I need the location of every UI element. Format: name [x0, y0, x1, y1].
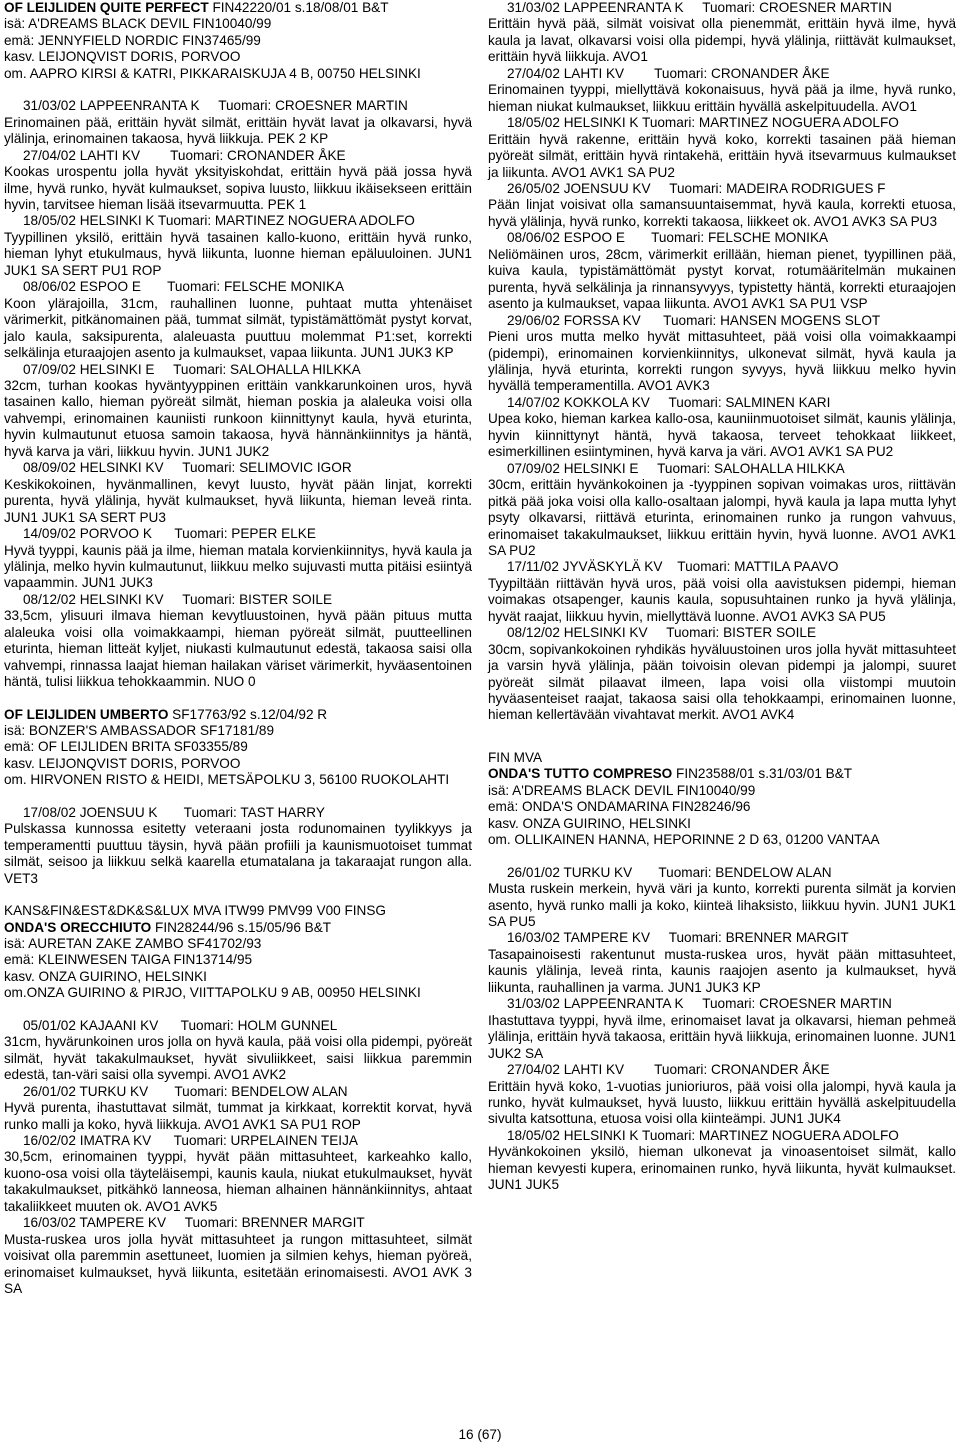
show-critique: 32cm, turhan kookas hyväntyyppinen erittäin vankkarunkoinen uros, hyvä tasainen kallo, hieman pyöreät silmät, hieman poskia ja alaleuka voisi olla vahvempi, erinomainen kauniisti runkoon kiinnittynyt kaula, hyvä eturinta, hyvin kulmautunut etuosa samoin takaosa, hyvä hännänkiinnitys ja häntä, hyvä karva ja väri, liikkuu hyvin. JUN1 JUK2: [4, 377, 472, 459]
show-entry: [488, 66, 956, 115]
dam-line: emä: OF LEIJLIDEN BRITA SF03355/89: [4, 739, 248, 755]
show-heading: 08/06/02 ESPOO E Tuomari: FELSCHE MONIKA: [507, 230, 829, 246]
show-entry: [488, 1128, 956, 1194]
show-critique: 30,5cm, erinomainen tyyppi, hyvät pään mittasuhteet, karkeahko kallo, kuono-osa voisi olla täyteläisempi, kaunis kaula, niukat etukulmaukset, hyvät takakulmaukset, pitkähkö lanneosa, hieman alhainen hännänkiinnitys, ahtaat takaliikkeet muuten ok. AVO1 AVK5: [4, 1149, 472, 1214]
show-heading: 08/12/02 HELSINKI KV Tuomari: BISTER SOILE: [23, 591, 333, 607]
dog-title: [4, 707, 472, 723]
show-critique: Neliömäinen uros, 28cm, värimerkit erillään, hieman pienet, tyypillinen pää, kuiva kaula, typistämättömät pystyt korvat, rotumääritelmän mukainen purenta, hyvä selkälinja ja rinnansyvyys, typistetty häntä, korrekti eturaajojen asento ja kulmaukset, vapaa liikunta. AVO1 AVK1 SA PU1 VSP: [488, 246, 956, 312]
show-heading: 31/03/02 LAPPEENRANTA K Tuomari: CROESNER MARTIN: [507, 0, 892, 15]
class-line: FIN MVA: [488, 749, 543, 765]
show-critique: Erinomainen tyyppi, miellyttävä kokonaisuus, hyvä pää ja ilme, hyvä runko, hieman niukat kulmaukset, liikkuu erittäin hyvällä askelpituudella. AVO1: [488, 82, 956, 114]
dog-entry-umberto: [4, 707, 472, 888]
show-critique: Erittäin hyvä pää, silmät voisivat olla pienemmät, erittäin hyvä ilme, hyvä kaula ja lavat, olkavarsi voisi olla pidempi, hyvä ylälinja, riittävät kulmaukset, erittäin hyvä liikkuja. AVO1: [488, 16, 956, 65]
show-entry: [4, 98, 472, 147]
show-critique: Tyypiltään riittävän hyvä uros, pää voisi olla aavistuksen pidempi, hieman voimakas otsapenger, kaunis kaula, sopusuhtainen runko ja hyvä ylälinja, hyvät raajat, liikkuu hyvin, miellyttävä luonne. AVO1 AVK3 SA PU5: [488, 575, 956, 624]
right-column: [488, 0, 956, 1194]
show-critique: Kookas urospentu jolla hyvät yksityiskohdat, erittäin hyvä pää jossa hyvä ilme, hyvä runko, hyvät kulmaukset, sopiva luusto, liikkuu ikäisekseen erittäin hyvin, tarvitsee hieman lisää itsevarmuutta. PEK 1: [4, 164, 472, 212]
show-entry: [4, 1018, 472, 1084]
show-critique: Pulskassa kunnossa esitetty veteraani josta rodunomainen tyylikkyys ja temperamentti puuttuu täysin, hyvä pään profiili ja kaunismuotoiset tummat silmät, seisoo ja liikkuu selkä kaarella etumatalana ja takaraajat rungon alla. VET3: [4, 821, 472, 886]
show-entry: [4, 362, 472, 461]
show-heading: 26/01/02 TURKU KV Tuomari: BENDELOW ALAN: [507, 864, 832, 880]
show-entry: [4, 805, 472, 887]
left-column: [4, 0, 472, 1298]
show-entry: [488, 930, 956, 996]
dog-title: [488, 766, 956, 782]
show-critique: Pään linjat voisivat olla samansuuntaisemmat, hyvä kaula, korrekti etuosa, hyvä ylälinja, hyvä runko, korrekti takaosa, liikkeet ok. AVO1 AVK3 SA PU3: [488, 197, 956, 229]
show-heading: 17/08/02 JOENSUU K Tuomari: TAST HARRY: [23, 804, 325, 820]
show-heading: 18/05/02 HELSINKI K Tuomari: MARTINEZ NOGUERA ADOLFO: [507, 1127, 899, 1143]
show-heading: 18/05/02 HELSINKI K Tuomari: MARTINEZ NOGUERA ADOLFO: [23, 213, 415, 229]
breeder-line: kasv. ONZA GUIRINO, HELSINKI: [488, 815, 691, 831]
show-heading: 14/09/02 PORVOO K Tuomari: PEPER ELKE: [23, 526, 316, 542]
show-heading: 05/01/02 KAJAANI KV Tuomari: HOLM GUNNEL: [23, 1017, 338, 1033]
show-entry: [488, 0, 956, 66]
show-heading: 08/12/02 HELSINKI KV Tuomari: BISTER SOILE: [507, 625, 817, 641]
show-heading: 27/04/02 LAHTI KV Tuomari: CRONANDER ÅKE: [507, 65, 830, 81]
dam-line: emä: ONDA'S ONDAMARINA FIN28246/96: [488, 799, 751, 815]
show-critique: Ihastuttava tyyppi, hyvä ilme, erinomaiset lavat ja olkavarsi, hieman pehmeä ylälinja, erittäin hyvä takaosa, erittäin hyvä liikkuja, erinomainen luonne. JUN1 JUK2 SA: [488, 1012, 956, 1061]
show-heading: 26/01/02 TURKU KV Tuomari: BENDELOW ALAN: [23, 1083, 348, 1099]
show-heading: 26/05/02 JOENSUU KV Tuomari: MADEIRA RODRIGUES F: [507, 180, 886, 196]
show-entry: [4, 279, 472, 361]
show-critique: Musta-ruskea uros jolla hyvät mittasuhteet ja rungon mittasuhteet, silmät voisivat olla paremmin asettuneet, luomien ja silmien kehys, hieman pyöreä, erinomaiset kulmaukset, hyvä liikunta, esitetään erinomaisesti. AVO1 AVK 3 SA: [4, 1231, 472, 1297]
show-entry: [4, 213, 472, 279]
show-heading: 16/02/02 IMATRA KV Tuomari: URPELAINEN TEIJA: [23, 1133, 358, 1148]
show-entry: [488, 625, 956, 724]
show-entry: [488, 996, 956, 1062]
owner-line: om. OLLIKAINEN HANNA, HEPORINNE 2 D 63, 01200 VANTAA: [488, 832, 880, 848]
dog-name: OF LEIJLIDEN QUITE PERFECT: [4, 0, 209, 15]
dog-reg: FIN28244/96 s.15/05/96 B&T: [151, 919, 332, 935]
owner-line: om.ONZA GUIRINO & PIRJO, VIITTAPOLKU 9 AB, 00950 HELSINKI: [4, 985, 421, 1001]
dog-entry-orecchiuto-continued: [488, 0, 956, 724]
show-entry: [488, 230, 956, 312]
show-critique: Hyvä tyyppi, kaunis pää ja ilme, hieman matala korvienkiinnitys, hyvä kaula ja ylälinja, melko hyvin kulmautunut, liikkuu melko sujuvasti mutta pitäisi esiintyä vapaammin. JUN1 JUK3: [4, 542, 472, 591]
dog-name: OF LEIJLIDEN UMBERTO: [4, 706, 169, 722]
show-critique: Tasapainoisesti rakentunut musta-ruskea uros, hyvät pään mittasuhteet, kaunis ylälinja, leveä rinta, kaunis raajojen asento ja kulmaukset, hyvä liikunta, rauhallinen ja varma. JUN1 JUK3 KP: [488, 946, 956, 995]
sire-line: isä: AURETAN ZAKE ZAMBO SF41702/93: [4, 936, 262, 952]
show-critique: Upea koko, hieman karkea kallo-osa, kauniinmuotoiset silmät, kaunis ylälinja, hyvin kiinnittynyt häntä, hyvä takaosa, terveet tehokkaat liikkeet, esimerkillinen esiintyminen, hyvä karva ja väri. AVO1 AVK1 SA PU2: [488, 411, 956, 460]
breeder-line: kasv. LEIJONQVIST DORIS, PORVOO: [4, 755, 241, 771]
show-heading: 08/09/02 HELSINKI KV Tuomari: SELIMOVIC IGOR: [23, 460, 352, 476]
dam-line: emä: JENNYFIELD NORDIC FIN37465/99: [4, 32, 261, 48]
show-critique: Keskikokoinen, hyvänmallinen, kevyt luusto, hyvät pään linjat, korrekti purenta, hyvä ylälinja, hyvät kulmaukset, hyvä liikunta, hieman leveä rinta. JUN1 JUK1 SA SERT PU3: [4, 476, 472, 525]
show-heading: 08/06/02 ESPOO E Tuomari: FELSCHE MONIKA: [23, 279, 345, 295]
page-number: 16 (67): [458, 1427, 502, 1442]
dog-title: [4, 920, 472, 936]
show-critique: Musta ruskein merkein, hyvä väri ja kunto, korrekti purenta silmät ja korvien asento, hyvä runko malli ja koko, kiinteä lihaksisto, liikkuu hyvin. JUN1 JUK1 SA PU5: [488, 881, 956, 930]
dog-reg: FIN23588/01 s.31/03/01 B&T: [672, 766, 853, 782]
show-entry: [4, 592, 472, 691]
show-heading: 29/06/02 FORSSA KV Tuomari: HANSEN MOGENS SLOT: [507, 312, 881, 328]
show-heading: 17/11/02 JYVÄSKYLÄ KV Tuomari: MATTILA PAAVO: [507, 559, 839, 575]
show-heading: 27/04/02 LAHTI KV Tuomari: CRONANDER ÅKE: [507, 1062, 830, 1078]
show-entry: [488, 115, 956, 181]
show-critique: Hyvänkokoinen yksilö, hieman ulkonevat ja vinoasentoiset silmät, kallo hieman kevyesti kupera, erinomainen runko, hyvä liikunta, hyvät kulmaukset. JUN1 JUK5: [488, 1144, 956, 1193]
owner-line: om. AAPRO KIRSI & KATRI, PIKKARAISKUJA 4 B, 00750 HELSINKI: [4, 65, 421, 81]
class-line: KANS&FIN&EST&DK&S&LUX MVA ITW99 PMV99 V00 FINSG: [4, 903, 386, 919]
dog-entry-quite-perfect: [4, 0, 472, 691]
show-critique: Tyypillinen yksilö, erittäin hyvä tasainen kallo-kuono, erittäin hyvä runko, hieman lyhyt etukulmaus, hyvä liikunta, luonne hieman epäluuloinen. JUN1 JUK1 SA SERT PU1 ROP: [4, 229, 472, 278]
show-critique: Hyvä purenta, ihastuttavat silmät, tummat ja kirkkaat, korrektit korvat, hyvä runko malli ja koko, hyvä liikkuja. AVO1 AVK1 SA PU1 ROP: [4, 1100, 472, 1132]
show-heading: 16/03/02 TAMPERE KV Tuomari: BRENNER MARGIT: [507, 930, 849, 946]
show-critique: 33,5cm, ylisuuri ilmava hieman kevytluustoinen, hyvä pään pituus mutta alaleuka voisi olla voimakkaampi, hieman pyöreät silmät, puutteellinen eturinta, hieman litteät kyljet, niukasti kulmautunut edestä, takaosa saisi olla vahvempi, rinnassa laajat hieman hailakan väriset värimerkit, hyväasentoinen häntä, tulisi liikkua tehokkaammin. NUO 0: [4, 608, 472, 690]
show-entry: [4, 526, 472, 592]
show-critique: Koon ylärajoilla, 31cm, rauhallinen luonne, puhtaat mutta yhtenäiset värimerkit, pitkänomainen pää, tummat silmät, typistämättömät pystyt korvat, jalo kaula, saksipurenta, alaleuasta puuttuu molemmat P1:set, korrekti selkälinja eturaajojen asento ja kulmaukset, vapaa liikunta. JUN1 JUK3 KP: [4, 295, 472, 361]
breeder-line: kasv. ONZA GUIRINO, HELSINKI: [4, 968, 207, 984]
show-critique: Erinomainen pää, erittäin hyvät silmät, erittäin hyvät lavat ja olkavarsi, hyvä ylälinja, erinomainen takaosa, hyvä liikkuja. PEK 2 KP: [4, 114, 472, 147]
show-heading: 07/09/02 HELSINKI E Tuomari: SALOHALLA HILKKA: [507, 460, 845, 476]
sire-line: isä: A'DREAMS BLACK DEVIL FIN10040/99: [4, 16, 272, 32]
dog-name: ONDA'S ORECCHIUTO: [4, 919, 152, 935]
dog-entry-tutto-compreso: [488, 750, 956, 1194]
show-entry: [488, 395, 956, 461]
show-entry: [488, 1062, 956, 1128]
show-entry: [488, 865, 956, 931]
show-entry: [488, 181, 956, 230]
dog-title: [4, 0, 472, 16]
show-heading: 31/03/02 LAPPEENRANTA K Tuomari: CROESNER MARTIN: [23, 98, 408, 114]
dog-reg: SF17763/92 s.12/04/92 R: [168, 706, 328, 722]
show-entry: [4, 148, 472, 214]
show-critique: 30cm, erittäin hyvänkokoinen ja -tyyppinen sopivan voimakas uros, riittävän pitkä pää joka voisi olla kallo-osaltaan jalompi, hyvä kaula ja lapa mutta lyhyt psyty olkavarsi, riittävä eturinta, erinomainen runko ja rungon vahvuus, erinomaiset takakulmaukset, liikkuu erittäin hyvin, hyvä luonne. AVO1 AVK1 SA PU2: [488, 477, 956, 558]
show-entry: [4, 1084, 472, 1133]
show-entry: [4, 1215, 472, 1297]
show-heading: 18/05/02 HELSINKI K Tuomari: MARTINEZ NOGUERA ADOLFO: [507, 115, 899, 131]
show-heading: 16/03/02 TAMPERE KV Tuomari: BRENNER MARGIT: [23, 1215, 365, 1231]
show-entry: [4, 1133, 472, 1215]
show-critique: Pieni uros mutta melko hyvät mittasuhteet, pää voisi olla voimakkaampi (pidempi), erinomainen korvienkiinnitys, ulkonevat silmät, hyvä kaula ja ylälinja, hyvä eturinta, korrekti rungon syvyys, hyvä liikkuu melko hyvin hyvällä temperamentilla. AVO1 AVK3: [488, 329, 956, 394]
show-entry: [488, 461, 956, 560]
show-critique: 30cm, sopivankokoinen ryhdikäs hyväluustoinen uros jolla hyvät mittasuhteet ja varsin hyvä ylälinja, pään toivoisin olevan pidempi ja jalompi, suuret pyöreät silmät pilaavat ilmeen, lapa voisi olla viistompi muutoin hyväasenteiset raajat, takaosa saisi olla tehokkaampi, erinomainen luonne, hieman kellertävään vivahtavat merkit. AVO1 AVK4: [488, 641, 956, 723]
show-heading: 14/07/02 KOKKOLA KV Tuomari: SALMINEN KARI: [507, 394, 831, 410]
show-entry: [4, 460, 472, 526]
breeder-line: kasv. LEIJONQVIST DORIS, PORVOO: [4, 49, 241, 65]
show-critique: Erittäin hyvä koko, 1-vuotias junioriuros, pää voisi olla jalompi, hyvä kaula ja runko, hyvät kulmaukset, hyvä luusto, liikkuu erittäin hyvällä askelpituudella sivulta katsottuna, etuosa voisi olla kiinteämpi. JUN1 JUK4: [488, 1078, 956, 1127]
show-entry: [488, 313, 956, 395]
show-entry: [488, 559, 956, 625]
dog-entry-orecchiuto: [4, 903, 472, 1297]
show-critique: 31cm, hyvärunkoinen uros jolla on hyvä kaula, pää voisi olla pidempi, pyöreät silmät, hyvät takakulmaukset, hyvät sivuliikkeet, saisi liikkua paremmin edestä, tan-väri saisi olla syvempi. AVO1 AVK2: [4, 1034, 472, 1083]
show-critique: Erittäin hyvä rakenne, erittäin hyvä koko, korrekti tasainen pää hieman pyöreät silmät, erittäin hyvä rintakehä, erittäin hyvä itsevarmuus kulmaukset ja liikunta. AVO1 AVK1 SA PU2: [488, 131, 956, 180]
sire-line: isä: BONZER'S AMBASSADOR SF17181/89: [4, 723, 275, 739]
show-heading: 27/04/02 LAHTI KV Tuomari: CRONANDER ÅKE: [23, 147, 346, 163]
owner-line: om. HIRVONEN RISTO & HEIDI, METSÄPOLKU 3, 56100 RUOKOLAHTI: [4, 772, 450, 788]
dog-name: ONDA'S TUTTO COMPRESO: [488, 766, 673, 782]
dam-line: emä: KLEINWESEN TAIGA FIN13714/95: [4, 952, 253, 968]
dog-reg: FIN42220/01 s.18/08/01 B&T: [208, 0, 389, 15]
show-heading: 31/03/02 LAPPEENRANTA K Tuomari: CROESNER MARTIN: [507, 996, 892, 1012]
sire-line: isä: A'DREAMS BLACK DEVIL FIN10040/99: [488, 782, 756, 798]
show-heading: 07/09/02 HELSINKI E Tuomari: SALOHALLA HILKKA: [23, 361, 361, 377]
